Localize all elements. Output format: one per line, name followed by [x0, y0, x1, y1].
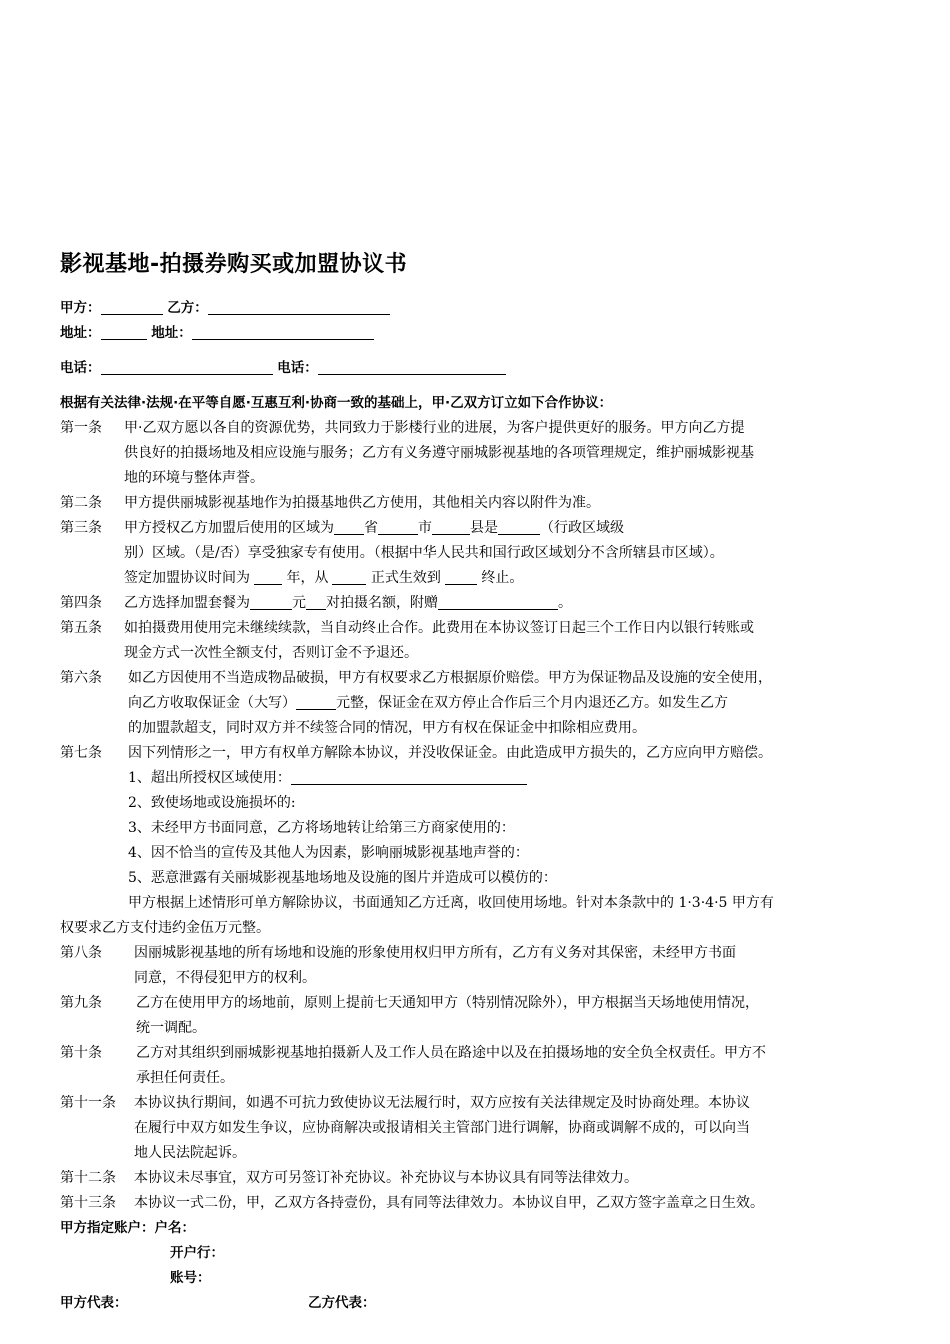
article-9 — [60, 991, 900, 1041]
article-label: 第九条 — [60, 995, 102, 1011]
article-text: 承担任何责任。 — [136, 1070, 234, 1086]
article-text: 本协议一式二份，甲，乙双方各持壹份，具有同等法律效力。本协议自甲，乙双方签字盖章之日生效。 — [134, 1195, 764, 1211]
article-text: 签定加盟协议时间为 — [124, 570, 250, 586]
article-text: 省 — [364, 520, 378, 536]
article-label: 第一条 — [60, 420, 102, 436]
article-label: 第十条 — [60, 1045, 102, 1061]
article-label: 第五条 — [60, 620, 102, 636]
article-label: 第六条 — [60, 670, 102, 686]
end-date-field[interactable] — [445, 568, 477, 585]
article-label: 第十一条 — [60, 1095, 116, 1111]
region-level-field[interactable] — [498, 518, 540, 535]
package-field[interactable] — [250, 593, 292, 610]
article-11 — [60, 1091, 900, 1166]
preamble: 根据有关法律·法规·在平等自愿·互惠互利·协商一致的基础上，甲·乙双方订立如下合作协议： — [60, 395, 613, 411]
article-2 — [60, 491, 900, 516]
party-a-rep-label: 甲方代表： — [60, 1295, 128, 1311]
article-text: 在履行中双方如发生争议，应协商解决或报请相关主管部门进行调解，协商或调解不成的，可以向当 — [134, 1120, 750, 1136]
article-text: 权要求乙方支付违约金伍万元整。 — [60, 920, 270, 936]
county-field[interactable] — [432, 518, 470, 535]
article-8 — [60, 941, 900, 991]
article-10 — [60, 1041, 900, 1091]
article-text: 正式生效到 — [370, 570, 441, 586]
article-text: 甲·乙双方愿以各自的资源优势，共同致力于影楼行业的进展，为客户提供更好的服务。甲方向乙方提 — [124, 420, 745, 436]
article-text: 现金方式一次性全额支付，否则订金不予退还。 — [124, 645, 418, 661]
party-a-label: 甲方： — [60, 300, 101, 316]
article-label: 第三条 — [60, 520, 102, 536]
account-name-line — [60, 1216, 900, 1241]
article-text: 如乙方因使用不当造成物品破损，甲方有权要求乙方根据原价赔偿。甲方为保证物品及设施的安全使用， — [128, 670, 772, 686]
article-13 — [60, 1191, 900, 1216]
article-text: 市 — [418, 520, 432, 536]
phone-line — [60, 356, 900, 381]
list-item: 2、致使场地或设施损坏的: — [128, 795, 296, 811]
address-a-field[interactable] — [101, 323, 147, 340]
article-label: 第八条 — [60, 945, 102, 961]
article-text: （行政区域级 — [540, 520, 624, 536]
article-text: 甲方提供丽城影视基地作为拍摄基地供乙方使用，其他相关内容以附件为准。 — [124, 495, 600, 511]
article-7 — [60, 741, 900, 916]
quota-field[interactable] — [306, 593, 326, 610]
article-text: 元 — [292, 595, 306, 611]
phone-a-field[interactable] — [101, 358, 273, 375]
article-text: 供良好的拍摄场地及相应设施与服务；乙方有义务遵守丽城影视基地的各项管理规定，维护丽城影视基 — [124, 445, 754, 461]
article-text: 乙方选择加盟套餐为 — [124, 595, 250, 611]
article-text: 本协议未尽事宜，双方可另签订补充协议。补充协议与本协议具有同等法律效力。 — [134, 1170, 638, 1186]
article-6 — [60, 666, 900, 741]
party-b-field[interactable] — [208, 298, 390, 315]
city-field[interactable] — [378, 518, 418, 535]
article-5 — [60, 616, 900, 666]
article-text: 向乙方收取保证金（大写） — [128, 695, 296, 711]
list-item: 5、恶意泄露有关丽城影视基地场地及设施的图片并造成可以模仿的： — [128, 870, 557, 886]
phone-a-label: 电话： — [60, 360, 101, 376]
article-label: 第四条 — [60, 595, 102, 611]
party-b-label: 乙方： — [167, 300, 208, 316]
list-item: 1、超出所授权区域使用： — [128, 770, 291, 786]
agreement-document — [60, 248, 900, 1316]
article-text: 别）区域。（是/否）享受独家专有使用。（根据中华人民共和国行政区域划分不含所辖县市区域）。 — [124, 545, 724, 561]
years-field[interactable] — [254, 568, 282, 585]
party-b-rep-label: 乙方代表： — [308, 1295, 376, 1311]
document-title: 影视基地-拍摄券购买或加盟协议书 — [60, 252, 408, 277]
start-date-field[interactable] — [332, 568, 366, 585]
article-text: 终止。 — [481, 570, 524, 586]
article-label: 第七条 — [60, 745, 102, 761]
account-number-label: 账号： — [170, 1270, 211, 1286]
article-text: 。 — [558, 595, 572, 611]
deposit-field[interactable] — [296, 693, 336, 710]
phone-b-label: 电话： — [277, 360, 318, 376]
account-bank-label: 开户行： — [170, 1245, 224, 1261]
address-b-label: 地址： — [151, 325, 192, 341]
article-text: 的加盟款超支，同时双方并不续签合同的情况，甲方有权在保证金中扣除相应费用。 — [128, 720, 646, 736]
list-item: 3、未经甲方书面同意，乙方将场地转让给第三方商家使用的： — [128, 820, 515, 836]
article-label: 第十二条 — [60, 1170, 116, 1186]
party-line — [60, 296, 900, 321]
party-a-field[interactable] — [101, 298, 163, 315]
article-text: 甲方授权乙方加盟后使用的区域为 — [124, 520, 334, 536]
article-text: 乙方在使用甲方的场地前，原则上提前七天通知甲方（特别情况除外），甲方根据当天场地使用情况， — [136, 995, 759, 1011]
account-label: 甲方指定账户： — [60, 1220, 155, 1236]
article-label: 第二条 — [60, 495, 102, 511]
article-text: 元整，保证金在双方停止合作后三个月内退还乙方。如发生乙方 — [336, 695, 728, 711]
article-text: 对拍摄名额，附赠 — [326, 595, 438, 611]
address-line — [60, 321, 900, 346]
signature-line — [60, 1291, 900, 1316]
article-text: 本协议执行期间，如遇不可抗力致使协议无法履行时，双方应按有关法律规定及时协商处理。本协议 — [134, 1095, 750, 1111]
article-text: 地的环境与整体声誉。 — [124, 470, 264, 486]
article-text: 统一调配。 — [136, 1020, 206, 1036]
article-label: 第十三条 — [60, 1195, 116, 1211]
article-1 — [60, 416, 900, 491]
province-field[interactable] — [334, 518, 364, 535]
article-text: 县是 — [470, 520, 498, 536]
article-text: 甲方根据上述情形可单方解除协议，书面通知乙方迁离，收回使用场地。针对本条款中的 1·3·4·5 甲方有 — [128, 895, 774, 911]
article-text: 同意，不得侵犯甲方的权利。 — [134, 970, 316, 986]
gift-field[interactable] — [438, 593, 558, 610]
article-text: 乙方对其组织到丽城影视基地拍摄新人及工作人员在路途中以及在拍摄场地的安全负全权责任。甲方不 — [136, 1045, 766, 1061]
address-b-field[interactable] — [192, 323, 374, 340]
list-item: 4、因不恰当的宣传及其他人为因素，影响丽城影视基地声誉的： — [128, 845, 529, 861]
article-12 — [60, 1166, 900, 1191]
article-4 — [60, 591, 900, 616]
address-a-label: 地址： — [60, 325, 101, 341]
article-3 — [60, 516, 900, 591]
article-text: 如拍摄费用使用完未继续续款，当自动终止合作。此费用在本协议签订日起三个工作日内以银行转账或 — [124, 620, 754, 636]
article-text: 年，从 — [286, 570, 329, 586]
article-text: 因下列情形之一，甲方有权单方解除本协议，并没收保证金。由此造成甲方损失的，乙方应向甲方赔偿。 — [128, 745, 772, 761]
phone-b-field[interactable] — [318, 358, 506, 375]
account-name-label: 户名： — [154, 1220, 195, 1236]
article-text: 地人民法院起诉。 — [134, 1145, 246, 1161]
authorized-area-field[interactable] — [291, 768, 527, 785]
article-text: 因丽城影视基地的所有场地和设施的形象使用权归甲方所有，乙方有义务对其保密，未经甲方书面 — [134, 945, 736, 961]
